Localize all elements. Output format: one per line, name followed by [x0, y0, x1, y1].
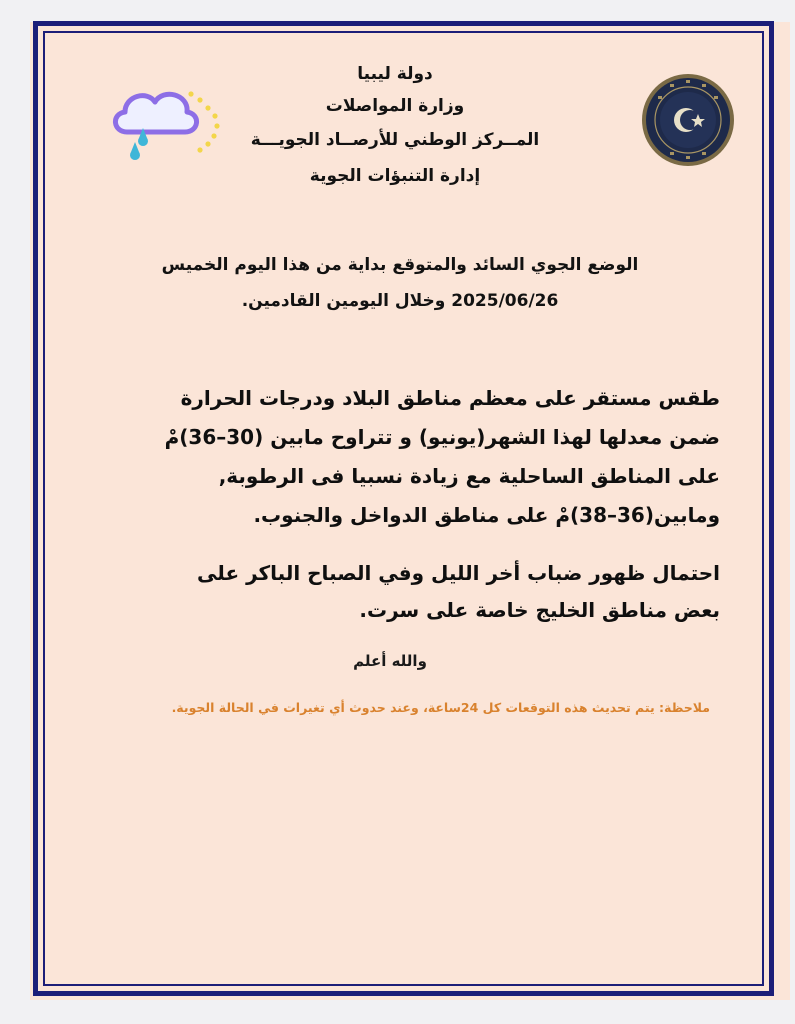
- header-department: إدارة التنبؤات الجوية: [309, 166, 481, 186]
- update-note: ملاحظة: يتم تحديث هذه التوقعات كل 24ساعة، وعند حدوث أي تغيرات في الحالة الجوية.: [171, 700, 710, 715]
- emblem-icon: [640, 72, 736, 168]
- forecast-paragraph-1-line-4: ومابين(36–38)مْ على مناطق الدواخل والجنوب.: [253, 503, 720, 527]
- closing-phrase: والله أعلم: [353, 652, 427, 670]
- cloud-rain-sun-icon: [105, 82, 225, 164]
- forecast-paragraph-1-line-3: على المناطق الساحلية مع زيادة نسبيا فى الرطوبة,: [218, 464, 720, 488]
- header-ministry: وزارة المواصلات: [325, 96, 465, 116]
- forecast-title-line-2: 2025/06/26 وخلال اليومين القادمين.: [241, 291, 559, 311]
- forecast-paragraph-2-line-2: بعض مناطق الخليج خاصة على سرت.: [359, 598, 720, 622]
- forecast-title-line-1: الوضع الجوي السائد والمتوقع بداية من هذا اليوم الخميس: [161, 255, 639, 275]
- header-state: دولة ليبيا: [357, 64, 433, 84]
- forecast-paragraph-2-line-1: احتمال ظهور ضباب أخر الليل وفي الصباح الباكر على: [197, 561, 720, 585]
- forecast-paragraph-1-line-1: طقس مستقر على معظم مناطق البلاد ودرجات الحرارة: [180, 386, 720, 410]
- header-center: المــركز الوطني للأرصــاد الجويـــة: [250, 130, 540, 150]
- forecast-paragraph-1-line-2: ضمن معدلها لهذا الشهر(يونيو) و تتراوح مابين (30–36)مْ: [164, 425, 720, 449]
